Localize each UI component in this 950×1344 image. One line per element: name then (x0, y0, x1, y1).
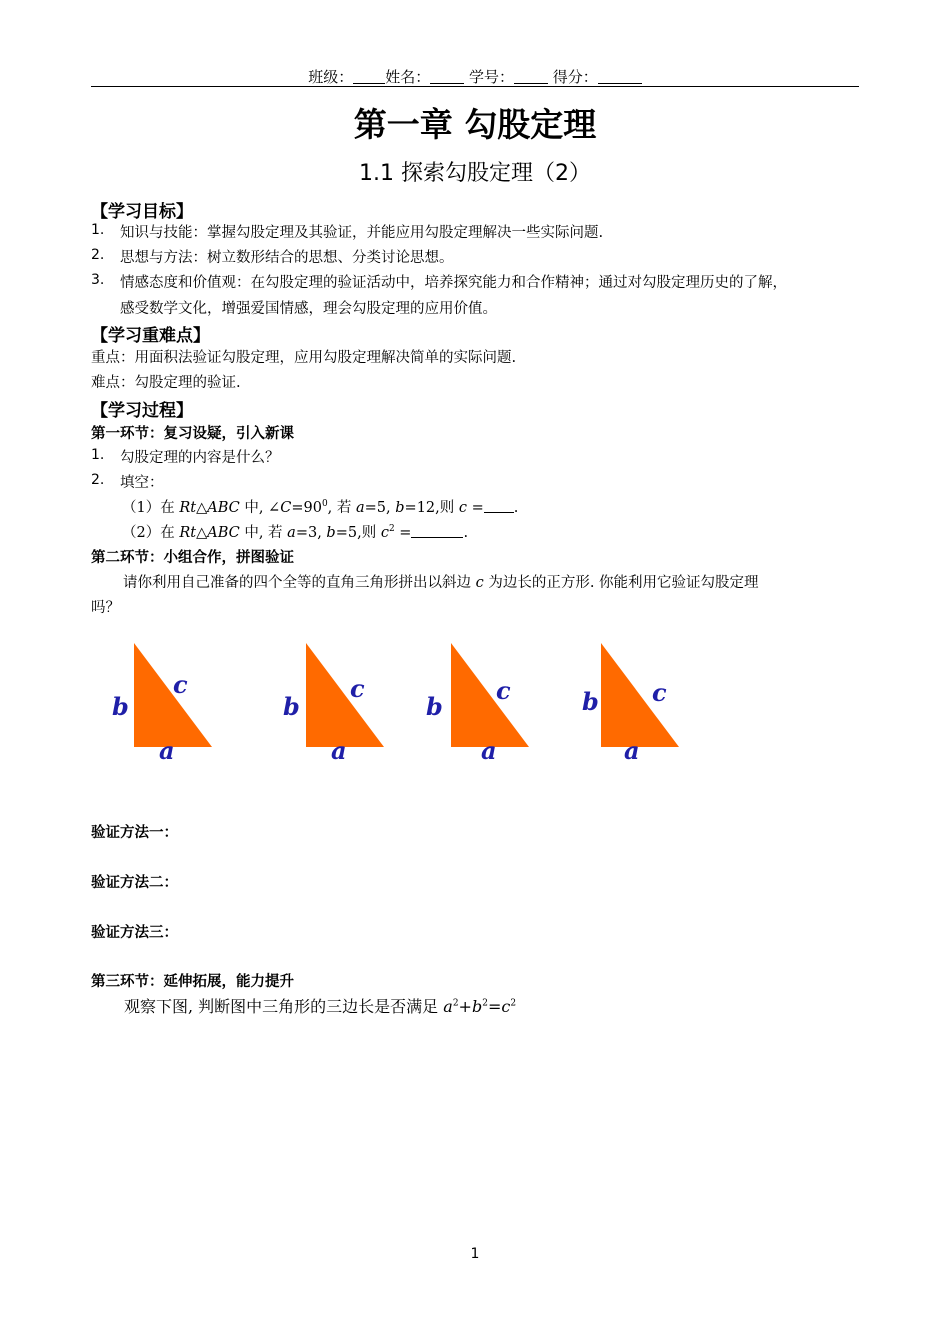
stage1-title: 第一环节：复习设疑，引入新课 (91, 426, 294, 442)
name-label: 姓名： (385, 68, 431, 86)
chapter-title: 第一章 勾股定理 (353, 105, 597, 144)
stage2-instructions-cont: 吗？ (91, 600, 120, 616)
stage2-instructions: 请你利用自己准备的四个全等的直角三角形拼出以斜边 c 为边长的正方形. 你能利用它验证勾股定理 (123, 575, 759, 591)
method-3-label: 验证方法三： (91, 925, 178, 941)
student-info-header (91, 66, 859, 87)
objective-3-text: 情感态度和价值观：在勾股定理的验证活动中，培养探究能力和合作精神；通过对勾股定理历史的了解， (120, 275, 787, 291)
process-heading: 【学习过程】 (91, 401, 193, 421)
id-blank[interactable] (514, 69, 548, 84)
q2-text: 填空： (120, 475, 164, 491)
svg-text:c: c (173, 670, 188, 699)
class-label: 班级： (308, 68, 354, 86)
stage3-text: 观察下图, 判断图中三角形的三边长是否满足 $a^2+b^2=c^2$ (124, 997, 517, 1016)
lesson-title: 1.1 探索勾股定理（2） (359, 161, 591, 186)
fill-question-2: （2）在 Rt△ABC 中, 若 a=3, b=5,则 $c^2$ = . (122, 524, 469, 541)
svg-text:c: c (350, 674, 365, 703)
svg-text:b: b (112, 692, 129, 721)
key-points-heading: 【学习重难点】 (91, 326, 210, 346)
q1-num: 1. (91, 447, 105, 463)
svg-text:a: a (331, 736, 347, 765)
difficulty-text: 难点：勾股定理的验证. (91, 375, 241, 391)
method-1-label: 验证方法一： (91, 825, 178, 841)
header-rule (91, 86, 859, 87)
objective-2-num: 2. (91, 247, 105, 263)
triangle-4[interactable] (582, 643, 679, 765)
svg-text:c: c (652, 678, 667, 707)
focus-text: 重点：用面积法验证勾股定理，应用勾股定理解决简单的实际问题. (91, 350, 517, 366)
svg-text:b: b (426, 692, 443, 721)
score-blank[interactable] (598, 69, 642, 84)
q1-text: 勾股定理的内容是什么？ (120, 450, 280, 466)
objective-1-text: 知识与技能：掌握勾股定理及其验证，并能应用勾股定理解决一些实际问题. (120, 225, 604, 241)
answer-blank-2[interactable] (411, 525, 463, 538)
name-blank[interactable] (430, 69, 464, 84)
id-label: 学号： (469, 68, 515, 86)
objective-2-text: 思想与方法：树立数形结合的思想、分类讨论思想。 (120, 250, 454, 266)
score-label: 得分： (552, 68, 598, 86)
stage2-title: 第二环节：小组合作，拼图验证 (91, 550, 294, 566)
svg-text:a: a (624, 736, 640, 765)
objective-3-text-cont: 感受数学文化，增强爱国情感，理会勾股定理的应用价值。 (120, 301, 497, 317)
svg-text:a: a (159, 736, 175, 765)
method-2-label: 验证方法二： (91, 875, 178, 891)
triangle-1[interactable] (112, 643, 212, 765)
class-blank[interactable] (353, 69, 385, 84)
fill-question-1: （1）在 Rt△ABC 中, $\angle C=90^0$, 若 a=5, b=12,则 c = . (122, 499, 519, 516)
triangle-2[interactable] (283, 643, 384, 765)
svg-text:b: b (283, 692, 300, 721)
stage3-title: 第三环节：延伸拓展，能力提升 (91, 974, 294, 990)
objective-1-num: 1. (91, 222, 105, 238)
objective-3-num: 3. (91, 272, 105, 288)
svg-text:a: a (481, 736, 497, 765)
answer-blank-1[interactable] (484, 500, 514, 513)
triangle-pieces (100, 635, 700, 765)
q2-num: 2. (91, 472, 105, 488)
triangle-3[interactable] (426, 643, 529, 765)
svg-text:c: c (496, 676, 511, 705)
page-number: 1 (470, 1246, 480, 1262)
objectives-heading: 【学习目标】 (91, 202, 193, 222)
svg-text:b: b (582, 687, 599, 716)
